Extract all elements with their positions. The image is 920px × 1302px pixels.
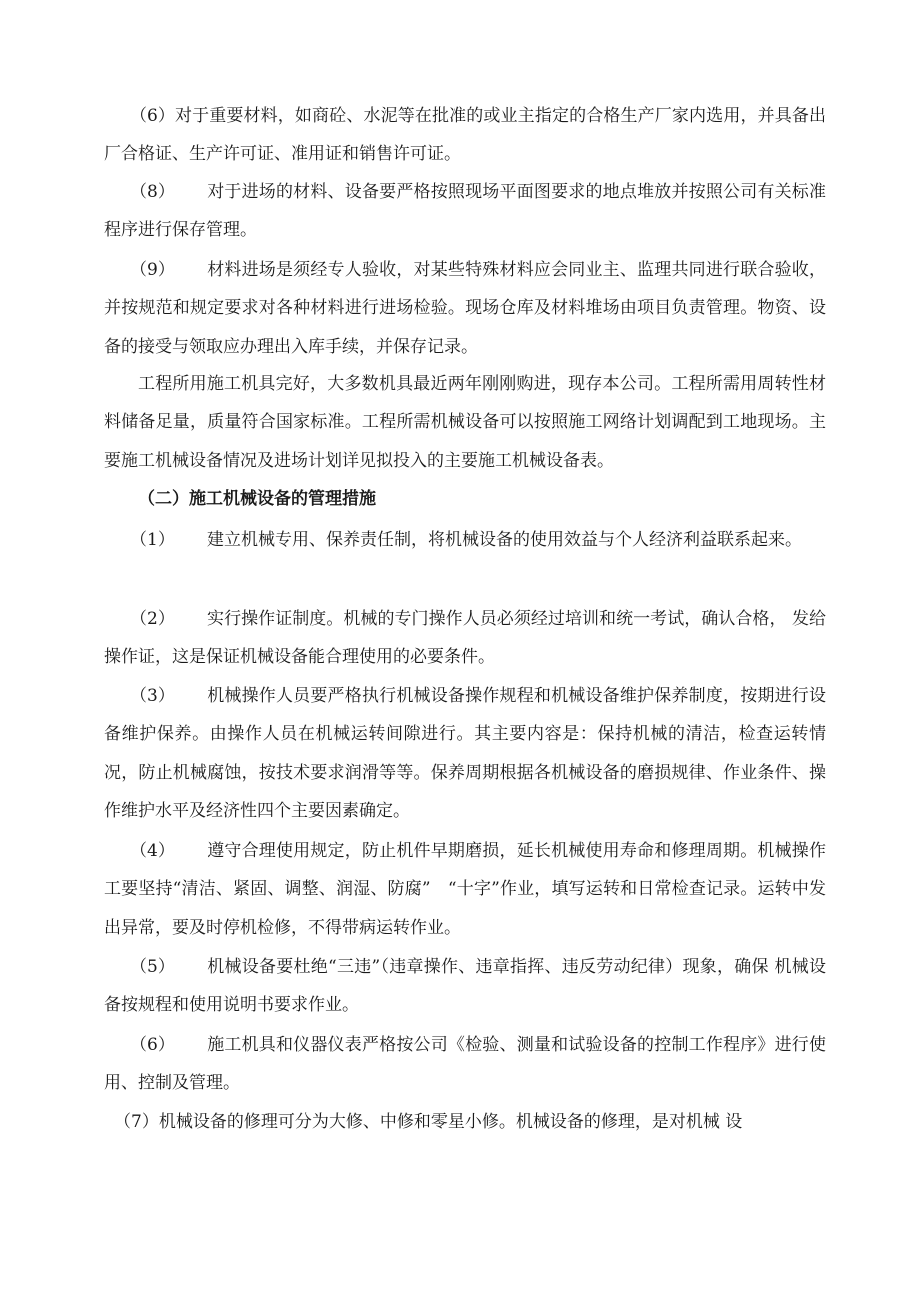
item-number: （3）: [130, 686, 175, 706]
item-number: （5）: [130, 957, 175, 977]
item-number: （2）: [130, 609, 175, 629]
paragraph-text: 对于进场的材料、设备要严格按照现场平面图要求的地点堆放并按照公司有关标准程序进行保存管理。: [104, 182, 826, 241]
paragraph-text: 机械操作人员要严格执行机械设备操作规程和机械设备维护保养制度，按期进行设备维护保养。由操作人员在机械运转间隙进行。其主要内容是：保持机械的清洁，检查运转情况，防止机械腐蚀，按技术要求润滑等等。保养周期根据各机械设备的磨损规律、作业条件、操作维护水平及经济性四个主要因素确定。: [104, 686, 826, 821]
paragraph-text: 工程所用施工机具完好，大多数机具最近两年刚刚购进，现存本公司。工程所需用周转性材料储备足量，质量符合国家标准。工程所需机械设备可以按照施工网络计划调配到工地现场。主要施工机械设备情况及进场计划详见拟投入的主要施工机械设备表。: [104, 374, 826, 471]
paragraph-machinery-4: [104, 832, 826, 947]
heading-text: （二）施工机械设备的管理措施: [138, 489, 376, 509]
paragraph-machinery-1: [104, 521, 826, 559]
paragraph-materials-8: [104, 173, 826, 250]
paragraph-text: 建立机械专用、保养责任制，将机械设备的使用效益与个人经济利益联系起来。: [207, 530, 802, 550]
paragraph-text: 对于重要材料，如商砼、水泥等在批准的或业主指定的合格生产厂家内选用，并具备出厂合格证、生产许可证、准用证和销售许可证。: [104, 106, 826, 165]
section-heading: [104, 480, 826, 518]
paragraph-machinery-2: [104, 600, 826, 677]
item-number: （1）: [130, 530, 175, 550]
item-number: （6）: [130, 106, 175, 126]
item-number: （8）: [130, 182, 175, 202]
paragraph-text: 遵守合理使用规定，防止机件早期磨损，延长机械使用寿命和修理周期。机械操作工要坚持“清洁、紧固、调整、润湿、防腐” “十字”作业，填写运转和日常检查记录。运转中发出异常，要及时停机检修，不得带病运转作业。: [104, 841, 826, 938]
item-number: （7）: [114, 1112, 159, 1132]
paragraph-equipment-general: [104, 365, 826, 480]
paragraph-machinery-6: [104, 1026, 826, 1103]
paragraph-text: 机械设备要杜绝“三违”（违章操作、违章指挥、违反劳动纪律）现象，确保 机械设备按规程和使用说明书要求作业。: [104, 957, 826, 1016]
item-number: （4）: [130, 841, 175, 861]
paragraph-materials-6: [104, 97, 826, 174]
paragraph-machinery-3: [104, 677, 826, 830]
paragraph-materials-9: [104, 251, 826, 366]
paragraph-machinery-7: [104, 1103, 826, 1141]
item-number: （6）: [130, 1035, 175, 1055]
paragraph-text: 机械设备的修理可分为大修、中修和零星小修。机械设备的修理，是对机械 设: [158, 1112, 743, 1132]
paragraph-machinery-5: [104, 948, 826, 1025]
paragraph-text: 实行操作证制度。机械的专门操作人员必须经过培训和统一考试，确认合格， 发给操作证，这是保证机械设备能合理使用的必要条件。: [104, 609, 826, 668]
item-number: （9）: [130, 260, 175, 280]
paragraph-text: 材料进场是须经专人验收，对某些特殊材料应会同业主、监理共同进行联合验收，并按规范和规定要求对各种材料进行进场检验。现场仓库及材料堆场由项目负责管理。物资、设备的接受与领取应办理出入库手续，并保存记录。: [104, 260, 826, 357]
paragraph-text: 施工机具和仪器仪表严格按公司《检验、测量和试验设备的控制工作程序》进行使用、控制及管理。: [104, 1035, 826, 1094]
